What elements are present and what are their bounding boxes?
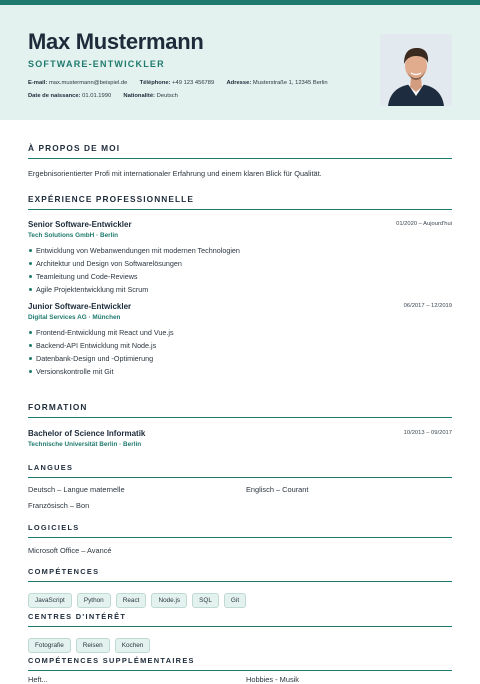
skill-tag: Python [77, 593, 111, 608]
section-about [28, 143, 452, 178]
phone-value[interactable]: +49 123 456789 [172, 80, 215, 86]
degree-title: Bachelor of Science Informatik [28, 429, 146, 438]
software-text: Microsoft Office – Avancé [28, 546, 112, 555]
section-additional-skills [28, 656, 452, 671]
nationality-label: Nationalité: [123, 93, 155, 99]
skill-tag: JavaScript [28, 593, 72, 608]
address-value: Musterstraße 1, 12345 Berlin [252, 80, 328, 86]
education-date: 10/2013 – 09/2017 [403, 430, 452, 436]
interest-tag: Reisen [76, 638, 110, 653]
skill-tag: SQL [192, 593, 219, 608]
section-languages [28, 463, 452, 519]
section-title-skills: COMPÉTENCES [28, 567, 452, 582]
bullet-item: Backend-API Entwicklung mit Node.js [28, 339, 452, 352]
job-company: Tech Solutions GmbH · Berlin [28, 232, 119, 239]
personal-info-row [28, 93, 178, 99]
job-bullets [28, 326, 452, 378]
section-title-interests: CENTRES D'INTÉRÊT [28, 612, 452, 627]
email-label: E-mail: [28, 80, 48, 86]
section-title-software: LOGICIELS [28, 523, 452, 538]
skill-tags [28, 589, 452, 605]
job-date: 06/2017 – 12/2019 [403, 303, 452, 309]
birth-value: 01.01.1990 [82, 93, 112, 99]
job-company: Digital Services AG · München [28, 314, 121, 321]
education-entry [28, 429, 452, 448]
address-label: Adresse: [226, 80, 252, 86]
about-text: Ergebnisorientierter Profi mit internationaler Erfahrung und einem klaren Blick für Qualität. [28, 169, 322, 178]
contact-row [28, 80, 328, 86]
interest-tag: Fotografie [28, 638, 71, 653]
additional-skill-right: Hobbies - Musik [246, 675, 299, 684]
bullet-item: Agile Projektentwicklung mit Scrum [28, 283, 452, 296]
section-title-additional-skills: COMPÉTENCES SUPPLÉMENTAIRES [28, 656, 452, 671]
skill-tag: Node.js [151, 593, 187, 608]
bullet-item: Datenbank-Design und -Optimierung [28, 352, 452, 365]
email-value[interactable]: max.mustermann@beispiel.de [48, 80, 128, 86]
section-software [28, 523, 452, 555]
nationality-value: Deutsch [156, 93, 178, 99]
section-title-about: À PROPOS DE MOI [28, 143, 452, 159]
bullet-item: Entwicklung von Webanwendungen mit modernen Technologien [28, 244, 452, 257]
section-skills [28, 567, 452, 605]
skill-tag: React [116, 593, 147, 608]
section-title-education: FORMATION [28, 402, 452, 418]
job-title: SOFTWARE-ENTWICKLER [28, 59, 165, 69]
birth-label: Date de naissance: [28, 93, 81, 99]
profile-photo [380, 34, 452, 106]
additional-skill-left: Heft... [28, 675, 48, 684]
phone-label: Téléphone: [139, 80, 171, 86]
job-bullets [28, 244, 452, 296]
job-date: 01/2020 – Aujourd'hui [396, 221, 452, 227]
job-title-text: Junior Software-Entwickler [28, 302, 132, 311]
language-item: Englisch – Courant [246, 485, 309, 494]
profile-photo-illustration [380, 34, 452, 106]
interest-tags [28, 634, 452, 650]
bullet-item: Teamleitung und Code-Reviews [28, 270, 452, 283]
bullet-item: Frontend-Entwicklung mit React und Vue.js [28, 326, 452, 339]
cv-header [0, 5, 480, 120]
school-name: Technische Universität Berlin · Berlin [28, 441, 142, 448]
bullet-item: Versionskontrolle mit Git [28, 365, 452, 378]
job-entry [28, 302, 452, 378]
job-title-text: Senior Software-Entwickler [28, 220, 132, 229]
job-entry [28, 220, 452, 296]
bullet-item: Architektur und Design von Softwarelösungen [28, 257, 452, 270]
interest-tag: Kochen [115, 638, 151, 653]
language-item: Deutsch – Langue maternelle [28, 485, 125, 494]
section-interests [28, 612, 452, 650]
section-title-experience: EXPÉRIENCE PROFESSIONNELLE [28, 194, 452, 210]
section-experience [28, 194, 452, 378]
person-name: Max Mustermann [28, 29, 204, 54]
section-education [28, 402, 452, 448]
language-item: Französisch – Bon [28, 501, 90, 510]
skill-tag: Git [224, 593, 246, 608]
section-title-languages: LANGUES [28, 463, 452, 478]
